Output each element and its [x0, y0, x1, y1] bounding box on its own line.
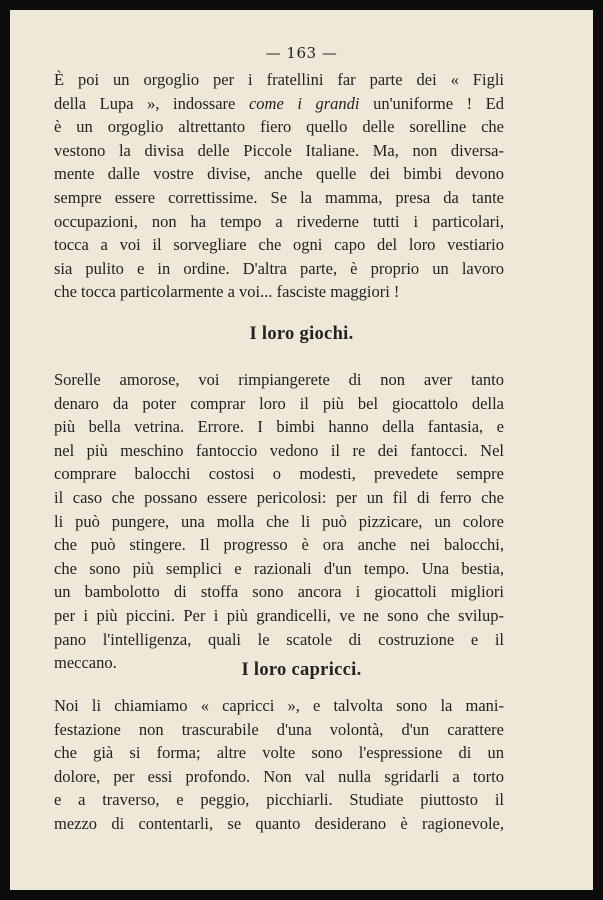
text-fragment: della Lupa », indossare [54, 93, 249, 113]
text-line: che sono più semplici e razionali d'un tempo. Una bestia, [54, 558, 504, 578]
text-line: e a traverso, e peggio, picchiarli. Studiate piuttosto il [54, 790, 504, 810]
paragraph-2 [54, 368, 504, 675]
paragraph-3 [54, 694, 504, 836]
text-line: Sorelle amorose, voi rimpiangerete di non aver tanto [54, 370, 504, 389]
italic-phrase: come i grandi [248, 93, 360, 113]
text-line: occupazioni, non ha tempo a rivederne tutti i particolari, [54, 211, 504, 231]
text-line: meccano. [54, 653, 117, 673]
section-heading: I loro capricci. [241, 660, 362, 680]
paragraph-1 [54, 68, 504, 304]
text-fragment: un'uniforme ! Ed [359, 93, 504, 113]
text-line: più bella vetrina. Errore. I bimbi hanno della fantasia, e [54, 417, 504, 437]
text-line: sia pulito e in ordine. D'altra parte, è proprio un lavoro [54, 258, 504, 278]
page-number: — 163 — [265, 44, 338, 62]
text-line: nel più meschino fantoccio vedono il re dei fantocci. Nel [54, 440, 504, 460]
text-line: per i più piccini. Per i più grandicelli, ve ne sono che svilup- [54, 605, 504, 625]
text-line: che già si forma; altre volte sono l'espressione di un [54, 743, 504, 763]
text-line: mezzo di contentarli, se quanto desiderano è ragionevole, [54, 813, 504, 833]
text-line: mente dalle vostre divise, anche quelle dei bimbi devono [54, 164, 504, 184]
text-line: È poi un orgoglio per i fratellini far parte dei « Figli [54, 70, 504, 89]
text-line: Noi li chiamiamo « capricci », e talvolta sono la mani- [54, 696, 504, 715]
text-line-with-italic [54, 92, 504, 116]
text-line: sempre essere correttissime. Se la mamma, presa da tante [54, 187, 504, 207]
text-line: li può pungere, una molla che li può pizzicare, un colore [54, 511, 504, 531]
text-line: dolore, per essi profondo. Non val nulla sgridarli a torto [54, 766, 504, 786]
section-heading: I loro giochi. [249, 324, 354, 344]
book-page [10, 10, 593, 890]
text-line: pano l'intelligenza, quali le scatole di costruzione e il [54, 629, 504, 649]
text-line: vestono la divisa delle Piccole Italiane. Ma, non diversa- [54, 140, 504, 160]
text-line: è un orgoglio altrettanto fiero quello delle sorelline che [54, 117, 504, 137]
text-line: tocca a voi il sorvegliare che ogni capo del loro vestiario [54, 235, 504, 255]
text-line: che tocca particolarmente a voi... fasciste maggiori ! [54, 282, 400, 302]
text-line: che può stingere. Il progresso è ora anche nei balocchi, [54, 535, 504, 555]
text-line: denaro da poter comprar loro il più bel giocattolo della [54, 393, 504, 413]
text-line: il caso che possano essere pericolosi: per un fil di ferro che [54, 487, 504, 507]
text-line: comprare balocchi costosi o modesti, prevedete sempre [54, 464, 504, 484]
text-line: un bambolotto di stoffa sono ancora i giocattoli migliori [54, 582, 504, 602]
text-line: festazione non trascurabile d'una volontà, d'un carattere [54, 719, 504, 739]
